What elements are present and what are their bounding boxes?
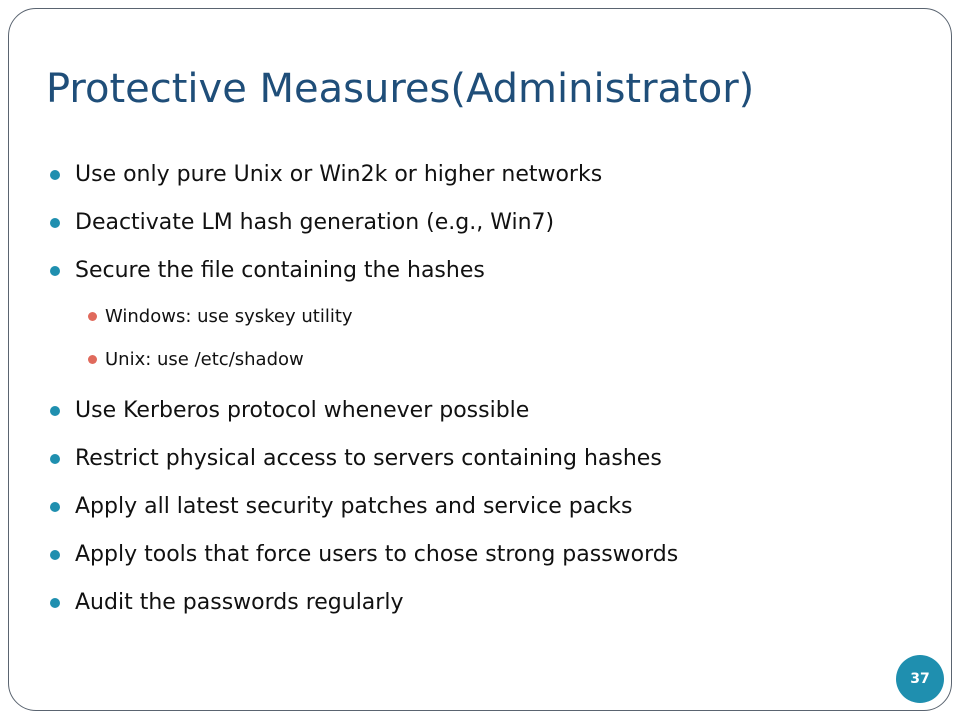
sub-bullet-text: Unix: use /etc/shadow [105, 349, 304, 370]
bullet-text: Use only pure Unix or Win2k or higher networks [75, 162, 603, 187]
bullet-item [49, 493, 929, 521]
bullet-text: Restrict physical access to servers containing hashes [75, 446, 662, 471]
bullet-text: Apply tools that force users to chose strong passwords [75, 542, 679, 567]
bullet-text: Secure the file containing the hashes [75, 258, 485, 283]
bullet-text: Deactivate LM hash generation (e.g., Win7) [75, 210, 555, 235]
page-number-badge: 37 [896, 655, 944, 703]
bullet-item [49, 209, 929, 237]
bullet-dot-icon [50, 406, 60, 416]
bullet-item [49, 589, 929, 617]
sub-bullet-item [49, 348, 929, 372]
bullet-text: Use Kerberos protocol whenever possible [75, 398, 530, 423]
slide-title: Protective Measures(Administrator) [46, 66, 755, 112]
bullet-dot-icon [50, 502, 60, 512]
sub-bullet-dot-icon [88, 355, 97, 364]
bullet-dot-icon [50, 598, 60, 608]
bullet-dot-icon [50, 266, 60, 276]
bullet-item [49, 541, 929, 569]
bullet-text: Audit the passwords regularly [75, 590, 404, 615]
sub-bullet-text: Windows: use syskey utility [105, 306, 353, 327]
bullet-list [49, 161, 929, 637]
bullet-item [49, 445, 929, 473]
bullet-dot-icon [50, 550, 60, 560]
bullet-text: Apply all latest security patches and service packs [75, 494, 633, 519]
bullet-dot-icon [50, 454, 60, 464]
sub-bullet-dot-icon [88, 312, 97, 321]
sub-bullet-item [49, 305, 929, 329]
bullet-item [49, 161, 929, 189]
bullet-dot-icon [50, 218, 60, 228]
slide-frame [8, 8, 952, 711]
bullet-item [49, 257, 929, 285]
bullet-item [49, 397, 929, 425]
bullet-dot-icon [50, 170, 60, 180]
